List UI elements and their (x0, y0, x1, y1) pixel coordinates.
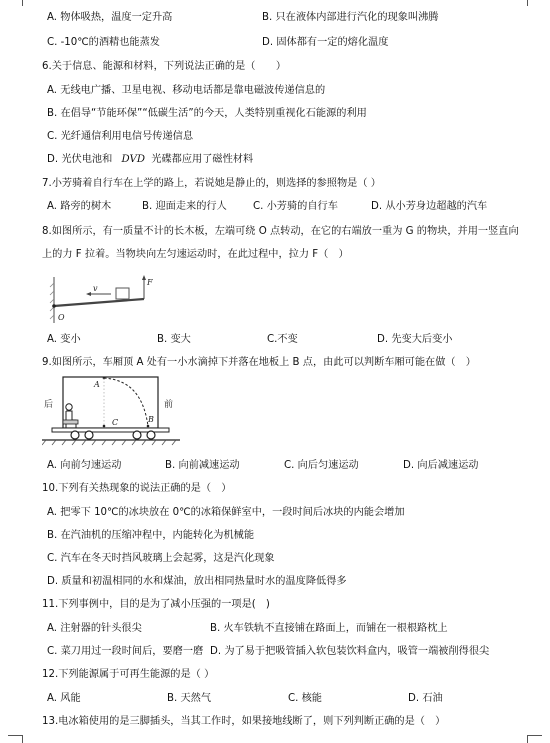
q9-option-c: C. 向后匀速运动 (284, 460, 359, 471)
q11-option-a: A. 注射器的针头很尖 (47, 623, 142, 634)
q12-option-d: D. 石油 (408, 693, 443, 704)
q9-label-c: C (112, 418, 119, 427)
q10-option-b: B. 在汽油机的压缩冲程中，内能转化为机械能 (47, 530, 255, 541)
q9-label-b: B (148, 415, 154, 424)
crop-mark-bottom-right-v (527, 735, 528, 743)
q7-option-d: D. 从小芳身边超越的汽车 (371, 201, 488, 212)
q8-lever-figure (48, 275, 156, 325)
q10-option-a: A. 把零下 10℃的冰块放在 0℃的冰箱保鲜室中，一段时间后冰块的内能会增加 (47, 507, 405, 518)
q7-option-a: A. 路旁的树木 (47, 201, 112, 212)
q8-label-o: O (58, 313, 65, 322)
q5-option-a: A. 物体吸热，温度一定升高 (47, 12, 173, 23)
q6-stem: 6.关于信息、能源和材料，下列说法正确的是（ ） (42, 61, 287, 72)
q9-label-front: 前 (164, 400, 174, 410)
q11-option-b: B. 火车铁轨不直接铺在路面上，而铺在一根根路枕上 (210, 623, 448, 634)
crop-mark-bottom-right-h (528, 735, 542, 736)
q5-option-c: C. -10℃的酒精也能蒸发 (47, 37, 160, 48)
q9-option-b: B. 向前减速运动 (165, 460, 240, 471)
q11-option-c: C. 菜刀用过一段时间后，要磨一磨 (47, 646, 204, 657)
q6-option-c: C. 光纤通信利用电信号传递信息 (47, 131, 194, 142)
q9-label-a: A (94, 380, 100, 389)
q8-label-f: F (147, 278, 153, 287)
q6-option-a: A. 无线电广播、卫星电视、移动电话都是靠电磁波传递信息的 (47, 85, 326, 96)
q12-option-a: A. 风能 (47, 693, 81, 704)
q10-option-d: D. 质量和初温相同的水和煤油，放出相同热量时水的温度降低得多 (47, 576, 347, 587)
q6-option-d-text1: D. 光伏电池和 (47, 154, 113, 165)
q8-option-d: D. 先变大后变小 (377, 334, 453, 345)
q7-option-c: C. 小芳骑的自行车 (253, 201, 338, 212)
crop-mark-bottom-left-v (22, 735, 23, 743)
q8-stem-line2: 上的力 F 拉着。当物块向左匀速运动时，在此过程中，拉力 F（ ） (42, 249, 349, 260)
q9-option-a: A. 向前匀速运动 (47, 460, 122, 471)
q5-option-b: B. 只在液体内部进行汽化的现象叫沸腾 (262, 12, 439, 23)
q6-option-d-dvd: DVD (121, 154, 146, 165)
q6-option-b: B. 在倡导“节能环保”“低碳生活”的今天，人类特别重视化石能源的利用 (47, 108, 367, 119)
q8-option-b: B. 变大 (157, 334, 191, 345)
q9-train-figure (42, 374, 180, 446)
q12-option-c: C. 核能 (288, 693, 322, 704)
q8-stem-line1: 8.如图所示，有一质量不计的长木板，左端可绕 O 点转动，在它的右端放一重为 G 的物块，并用一竖直向 (42, 226, 519, 237)
q10-stem: 10.下列有关热现象的说法正确的是（ ） (42, 483, 232, 494)
q12-option-b: B. 天然气 (167, 693, 212, 704)
q11-option-d: D. 为了易于把吸管插入软包装饮料盒内，吸管一端被削得很尖 (210, 646, 490, 657)
crop-mark-top-left (22, 0, 23, 6)
q7-stem: 7.小芳骑着自行车在上学的路上，若说她是静止的，则选择的参照物是（ ） (42, 178, 381, 189)
q8-option-a: A. 变小 (47, 334, 81, 345)
crop-mark-top-right (527, 0, 528, 6)
q7-option-b: B. 迎面走来的行人 (142, 201, 227, 212)
q12-stem: 12.下列能源属于可再生能源的是（ ） (42, 669, 215, 680)
q10-option-c: C. 汽车在冬天时挡风玻璃上会起雾，这是汽化现象 (47, 553, 275, 564)
q8-option-c: C.不变 (267, 334, 298, 345)
q9-option-d: D. 向后减速运动 (403, 460, 479, 471)
q6-option-d (47, 153, 253, 166)
q13-stem: 13.电冰箱使用的是三脚插头，当其工作时，如果接地线断了，则下列判断正确的是（ ） (42, 716, 446, 727)
q6-option-d-text2: 光碟都应用了磁性材料 (151, 154, 254, 165)
q11-stem: 11.下列事例中，目的是为了减小压强的一项是( ) (42, 599, 270, 610)
q8-label-v: v (93, 284, 98, 293)
q9-label-back: 后 (44, 400, 54, 410)
q9-stem: 9.如图所示，车厢顶 A 处有一小水滴掉下并落在地板上 B 点，由此可以判断车厢可能在做（ ） (42, 357, 476, 368)
crop-mark-bottom-left-h (8, 735, 22, 736)
q5-option-d: D. 固体都有一定的熔化温度 (262, 37, 389, 48)
